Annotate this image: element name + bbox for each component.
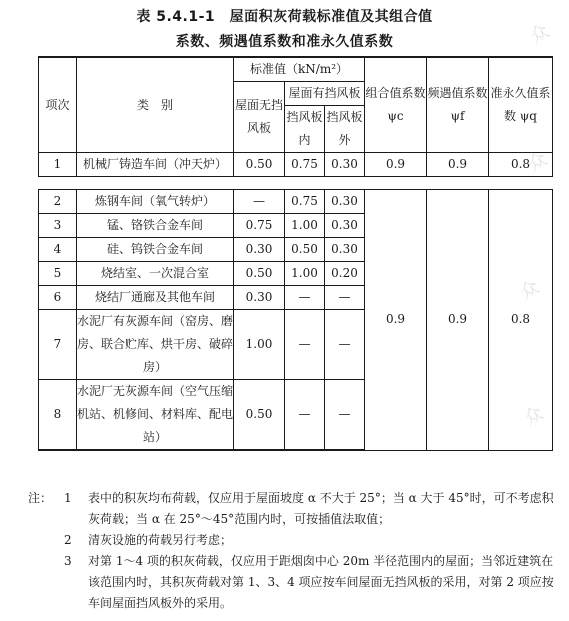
notes-section: [28, 488, 558, 614]
note-item: [28, 530, 558, 551]
row-category: 水泥厂有灰源车间（窑房、磨房、联合贮库、烘干房、破碎房）: [77, 310, 234, 380]
note-text: 清灰设施的荷载另行考虑；: [88, 533, 233, 547]
header-with-wall: 屋面有挡风板: [285, 82, 365, 106]
header-category: 类 别: [77, 57, 234, 153]
row-index: 3: [39, 214, 77, 238]
row-gap: [39, 177, 553, 190]
row-inside: —: [285, 310, 325, 380]
row-inside: 0.75: [285, 153, 325, 177]
row-outside: —: [325, 286, 365, 310]
row-inside: 1.00: [285, 214, 325, 238]
note-text: 表中的积灰均布荷载，仅应用于屋面坡度 α 不大于 25°；当 α 大于 45°时，可不考虑积灰荷载；当 α 在 25°～45°范围内时，可按插值法取值；: [88, 491, 554, 526]
row-category: 炼钢车间（氧气转炉）: [77, 190, 234, 214]
row-inside: 0.50: [285, 238, 325, 262]
row-category: 机械厂铸造车间（冲天炉）: [77, 153, 234, 177]
row-no-wall: 0.75: [234, 214, 285, 238]
row-no-wall: 1.00: [234, 310, 285, 380]
row-outside: 0.30: [325, 153, 365, 177]
row-outside: 0.30: [325, 190, 365, 214]
row-index: 7: [39, 310, 77, 380]
group-freq: 0.9: [427, 190, 489, 451]
header-outside: 挡风板外: [325, 106, 365, 153]
row-outside: 0.30: [325, 238, 365, 262]
row-category: 锰、铬铁合金车间: [77, 214, 234, 238]
header-quasi: 准永久值系数 ψq: [489, 57, 553, 153]
watermark: 众: [516, 276, 543, 304]
row-category: 烧结室、一次混合室: [77, 262, 234, 286]
header-standard: 标准值（kN/m²）: [234, 57, 365, 82]
row-no-wall: 0.30: [234, 286, 285, 310]
row-category: 烧结厂通廊及其他车间: [77, 286, 234, 310]
load-table: [38, 56, 553, 451]
row-no-wall: 0.50: [234, 380, 285, 451]
row-index: 2: [39, 190, 77, 214]
row-inside: 1.00: [285, 262, 325, 286]
row-index: 1: [39, 153, 77, 177]
row-quasi: 0.8: [489, 153, 553, 177]
note-number: 2: [64, 533, 72, 547]
row-inside: —: [285, 286, 325, 310]
row-index: 6: [39, 286, 77, 310]
notes-label: 注：: [28, 491, 53, 505]
table-row: [39, 190, 553, 214]
note-number: 3: [64, 554, 72, 568]
row-freq: 0.9: [427, 153, 489, 177]
header-index: 项次: [39, 57, 77, 153]
row-category: 硅、钨铁合金车间: [77, 238, 234, 262]
group-quasi: 0.8: [489, 190, 553, 451]
watermark: 众: [524, 148, 551, 176]
note-number: 1: [64, 491, 72, 505]
watermark: 众: [520, 402, 547, 430]
table-row: [39, 153, 553, 177]
note-item: [28, 551, 558, 614]
row-no-wall: —: [234, 190, 285, 214]
row-no-wall: 0.50: [234, 153, 285, 177]
row-no-wall: 0.50: [234, 262, 285, 286]
row-inside: —: [285, 380, 325, 451]
table-title-continued: 系数、频遇值系数和准永久值系数: [175, 34, 394, 50]
row-outside: —: [325, 310, 365, 380]
row-outside: —: [325, 380, 365, 451]
header-freq: 频遇值系数 ψf: [427, 57, 489, 153]
table-title: 表 5.4.1-1 屋面积灰荷载标准值及其组合值: [136, 9, 433, 25]
row-index: 5: [39, 262, 77, 286]
row-category: 水泥厂无灰源车间（空气压缩机站、机修间、材料库、配电站）: [77, 380, 234, 451]
row-outside: 0.30: [325, 214, 365, 238]
group-combo: 0.9: [365, 190, 427, 451]
row-outside: 0.20: [325, 262, 365, 286]
note-text: 对第 1～4 项的积灰荷载，仅应用于距烟囱中心 20m 半径范围内的屋面；当邻近建筑在该范围内时，其积灰荷载对第 1、3、4 项应按车间屋面无挡风板的采用，对第 2 项应按车间屋面挡风板外的采用。: [88, 554, 554, 610]
header-combo: 组合值系数 ψc: [365, 57, 427, 153]
watermark: 众: [526, 20, 553, 48]
row-inside: 0.75: [285, 190, 325, 214]
header-no-wall: 屋面无挡风板: [234, 82, 285, 153]
note-item: [28, 488, 558, 530]
row-no-wall: 0.30: [234, 238, 285, 262]
row-combo: 0.9: [365, 153, 427, 177]
row-index: 4: [39, 238, 77, 262]
header-inside: 挡风板内: [285, 106, 325, 153]
row-index: 8: [39, 380, 77, 451]
